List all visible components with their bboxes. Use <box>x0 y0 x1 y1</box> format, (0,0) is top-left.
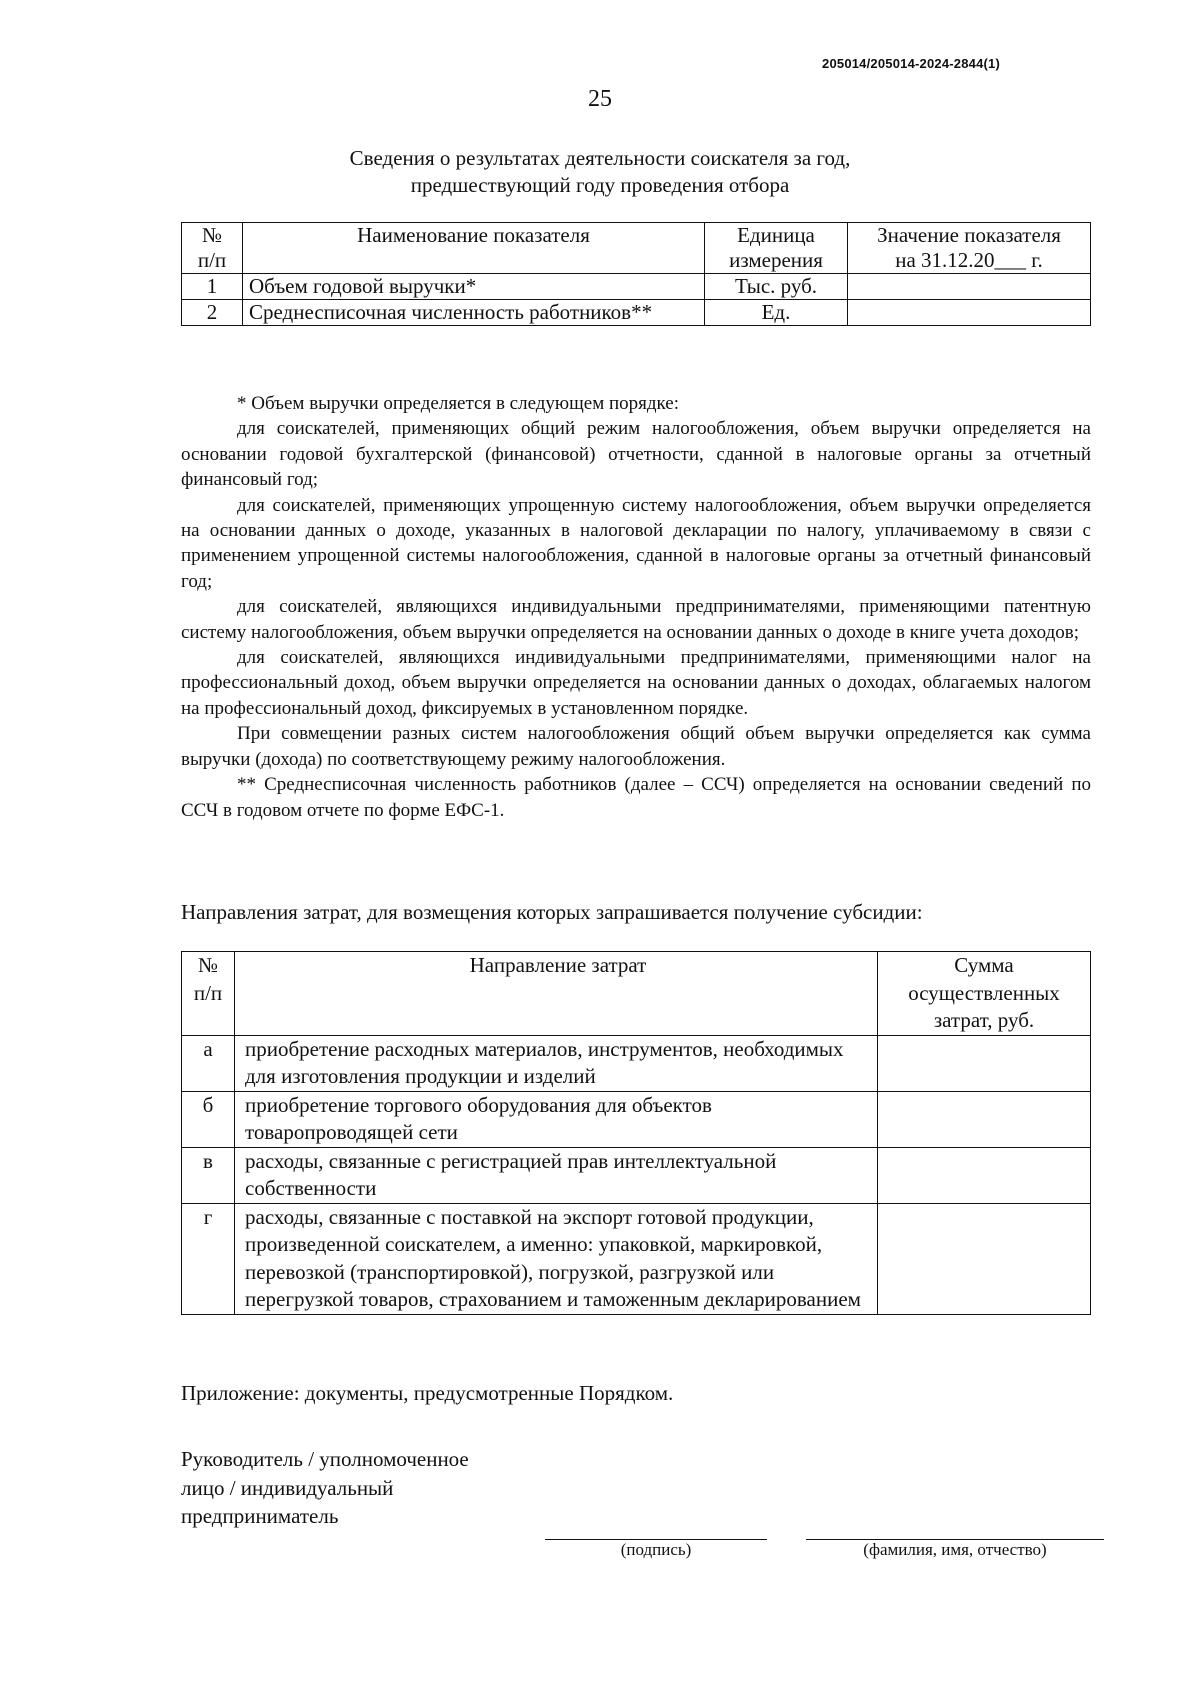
header-num <box>182 952 235 1036</box>
appendix-note: Приложение: документы, предусмотренные Порядком. <box>181 1381 674 1405</box>
page-number: 25 <box>588 86 612 112</box>
footnote-paragraph: ** Среднесписочная численность работников (далее – ССЧ) определяется на основании сведений по ССЧ в годовом отчете по форме ЕФС-1. <box>181 774 1091 821</box>
row-sum-field[interactable] <box>878 1147 1091 1203</box>
page-title <box>0 145 1200 199</box>
header-unit-line2: измерения <box>729 248 823 272</box>
row-name: Среднесписочная численность работников** <box>243 300 705 326</box>
title-line-1: Сведения о результатах деятельности соискателя за год, <box>349 146 851 170</box>
header-unit <box>705 223 848 274</box>
results-table <box>181 222 1091 326</box>
row-direction: приобретение расходных материалов, инструментов, необходимых для изготовления продукции и изделий <box>235 1035 878 1091</box>
footnotes <box>181 391 1091 823</box>
header-num-line1: № <box>201 223 223 247</box>
table-row <box>182 300 1091 326</box>
header-sum-line1: Сумма <box>954 953 1014 977</box>
costs-table <box>181 951 1091 1315</box>
signer-title <box>181 1445 469 1531</box>
document-id: 205014/205014-2024-2844(1) <box>822 56 1000 71</box>
footnote-paragraph: для соискателей, применяющих общий режим налогообложения, объем выручки определяется на основании годовой бухгалтерской (финансовой) отчетности, сданной в налоговые органы за отчетный финансовый год; <box>181 418 1091 491</box>
signer-line: лицо / индивидуальный <box>181 1475 394 1500</box>
footnote-paragraph: для соискателей, являющихся индивидуальными предпринимателями, применяющими патентную систему налогообложения, объем выручки определяется на основании данных о доходе в книге учета доходов; <box>181 596 1091 643</box>
footnote-paragraph: для соискателей, являющихся индивидуальными предпринимателями, применяющими налог на профессиональный доход, объем выручки определяется на основании данных о доходах, облагаемых налогом на профессиональный доход, фиксируемых в установленном порядке. <box>181 647 1091 719</box>
header-sum-line2: осуществленных <box>908 980 1060 1005</box>
header-direction: Направление затрат <box>235 952 878 1036</box>
row-num: 1 <box>182 274 243 300</box>
results-table-header <box>182 223 1091 274</box>
header-name: Наименование показателя <box>243 223 705 274</box>
row-sum-field[interactable] <box>878 1091 1091 1147</box>
table-row <box>182 1147 1091 1203</box>
title-line-2: предшествующий году проведения отбора <box>410 173 790 197</box>
table-row <box>182 1091 1091 1147</box>
header-sum-line3: затрат, руб. <box>933 1008 1035 1032</box>
footnote-paragraph: * Объем выручки определяется в следующем порядке: <box>237 393 680 414</box>
row-direction: расходы, связанные с поставкой на экспорт готовой продукции, произведенной соискателем, а именно: упаковкой, маркировкой, перевозкой (транспортировкой), погрузкой, разгрузкой или перегрузкой товаров, страхованием и таможенным декларированием <box>235 1203 878 1314</box>
row-value-field[interactable] <box>848 300 1091 326</box>
table-row <box>182 1035 1091 1091</box>
header-num <box>182 223 243 274</box>
full-name-label: (фамилия, имя, отчество) <box>863 1540 1047 1559</box>
header-num-line2: п/п <box>197 248 227 272</box>
row-direction: приобретение торгового оборудования для объектов товаропроводящей сети <box>235 1091 878 1147</box>
section-heading: Направления затрат, для возмещения которых запрашивается получение субсидии: <box>181 900 923 924</box>
header-num-line2: п/п <box>193 980 223 1005</box>
row-unit: Тыс. руб. <box>705 274 848 300</box>
header-unit-line1: Единица <box>737 223 815 247</box>
header-value-line1: Значение показателя <box>877 223 1061 247</box>
table-row <box>182 1203 1091 1314</box>
header-num-line1: № <box>197 953 219 977</box>
row-num: в <box>182 1147 235 1203</box>
header-value <box>848 223 1091 274</box>
row-sum-field[interactable] <box>878 1035 1091 1091</box>
footnote-paragraph: для соискателей, применяющих упрощенную систему налогообложения, объем выручки определяется на основании данных о доходе, указанных в налоговой декларации по налогу, уплачиваемому в связи с применением упрощенной системы налогообложения, сданной в налоговые органы за отчетный финансовый год; <box>181 494 1091 592</box>
row-value-field[interactable] <box>848 274 1091 300</box>
header-sum <box>878 952 1091 1036</box>
signer-line: предприниматель <box>181 1504 339 1528</box>
row-sum-field[interactable] <box>878 1203 1091 1314</box>
table-row <box>182 274 1091 300</box>
footnote-paragraph: При совмещении разных систем налогообложения общий объем выручки определяется как сумма выручки (дохода) по соответствующему режиму налогообложения. <box>181 723 1091 770</box>
row-unit: Ед. <box>705 300 848 326</box>
row-direction: расходы, связанные с регистрацией прав интеллектуальной собственности <box>235 1147 878 1203</box>
row-name: Объем годовой выручки* <box>243 274 705 300</box>
row-num: 2 <box>182 300 243 326</box>
signature-label: (подпись) <box>620 1540 692 1559</box>
costs-table-header <box>182 952 1091 1036</box>
row-num: б <box>182 1091 235 1147</box>
header-value-line2: на 31.12.20___ г. <box>895 248 1043 272</box>
signer-line: Руководитель / уполномоченное <box>181 1447 469 1471</box>
row-num: а <box>182 1035 235 1091</box>
row-num: г <box>182 1203 235 1314</box>
